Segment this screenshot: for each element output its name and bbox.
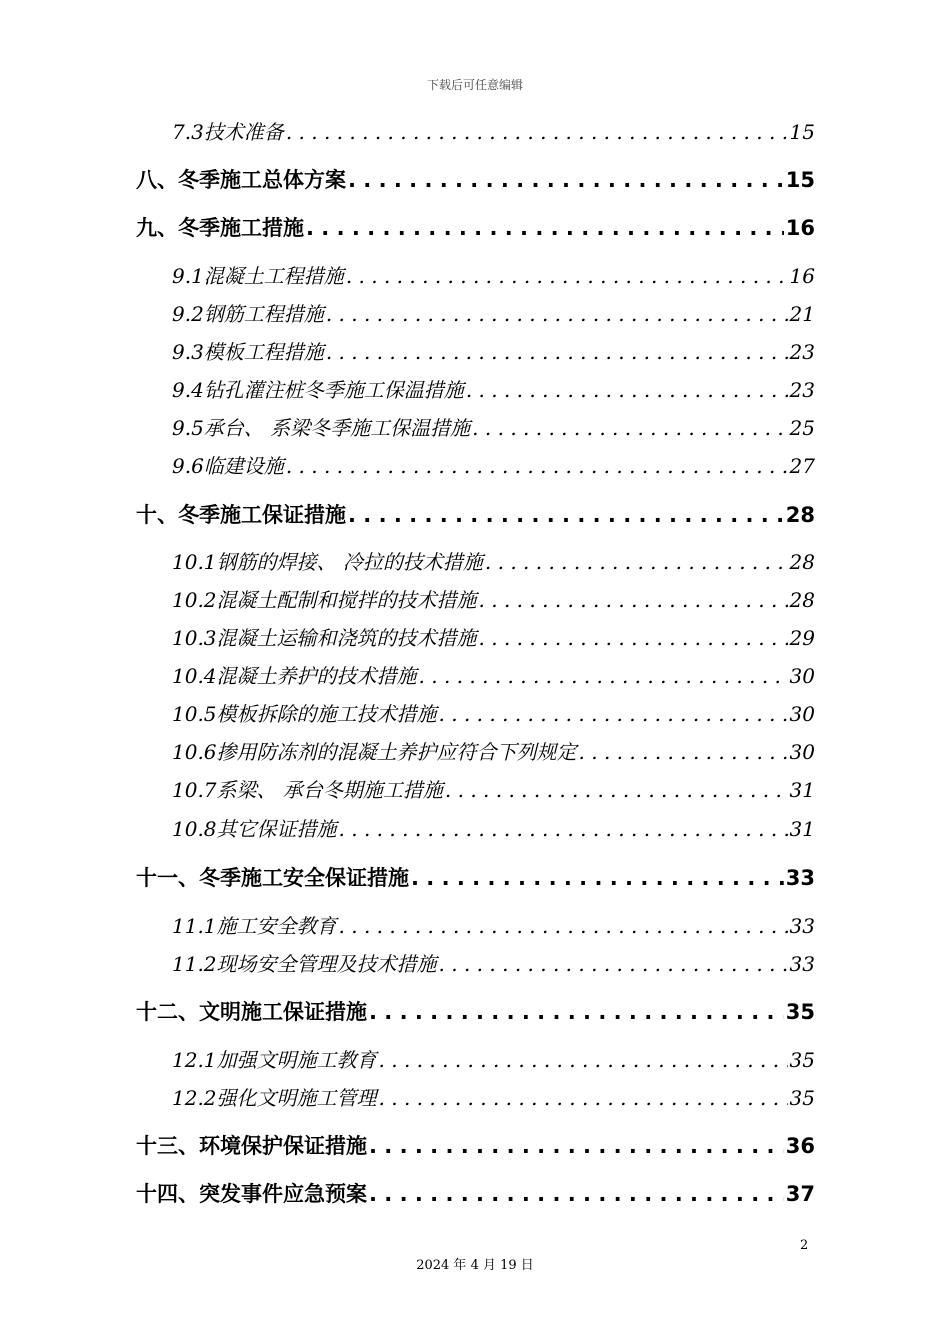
toc-leader-dots: [445, 778, 788, 802]
toc-entry-page: 31: [789, 817, 815, 841]
toc-entry-label: 9.2钢筋工程措施: [172, 302, 324, 326]
toc-entry-label: 突发事件应急预案: [199, 1182, 367, 1206]
toc-entry-label: 冬季施工措施: [178, 216, 304, 240]
toc-entry-number: 十、: [136, 503, 178, 527]
toc-entry-page: 15: [785, 168, 815, 192]
toc-entry-number: 十三、: [136, 1134, 199, 1158]
toc-entry-label: 10.5模板拆除的施工技术措施: [172, 702, 437, 726]
toc-leader-dots: [379, 1086, 788, 1110]
toc-entry[interactable]: [172, 660, 815, 689]
toc-entry-number: 九、: [136, 216, 178, 240]
toc-entry-label: 冬季施工总体方案: [178, 168, 346, 192]
toc-entry-page: 23: [789, 340, 815, 364]
toc-leader-dots: [479, 626, 788, 650]
toc-entry-number: 十四、: [136, 1182, 199, 1206]
toc-entry[interactable]: [172, 1082, 815, 1111]
toc-entry-label: 10.6掺用防冻剂的混凝土养护应符合下列规定: [172, 740, 577, 764]
toc-entry-label: 12.1加强文明施工教育: [172, 1048, 377, 1072]
toc-entry-label: 10.2混凝土配制和搅拌的技术措施: [172, 588, 477, 612]
toc-entry-page: 35: [789, 1048, 815, 1072]
toc-entry-page: 30: [789, 664, 815, 688]
toc-entry[interactable]: [172, 260, 815, 289]
toc-entry-page: 27: [789, 454, 815, 478]
toc-entry-label: 10.7系梁、 承台冬期施工措施: [172, 778, 443, 802]
toc-leader-dots: [579, 740, 788, 764]
toc-entry[interactable]: [172, 412, 815, 441]
toc-entry[interactable]: [172, 546, 815, 575]
toc-entry-label: 文明施工保证措施: [199, 1000, 367, 1024]
toc-entry-page: 21: [789, 302, 815, 326]
toc-entry[interactable]: [136, 499, 815, 529]
toc-entry-page: 30: [789, 702, 815, 726]
toc-entry-label: 9.1混凝土工程措施: [172, 264, 344, 288]
toc-entry[interactable]: [136, 1178, 815, 1208]
toc-leader-dots: [419, 664, 788, 688]
toc-leader-dots: [348, 168, 784, 192]
toc-entry-label: 10.4混凝土养护的技术措施: [172, 664, 417, 688]
footer-date: 2024 年 4 月 19 日: [416, 1258, 534, 1273]
toc-entry-page: 16: [785, 216, 815, 240]
toc-entry-label: 10.8其它保证措施: [172, 817, 337, 841]
toc-leader-dots: [286, 120, 788, 144]
toc-leader-dots: [479, 588, 788, 612]
toc-entry[interactable]: [172, 736, 815, 765]
toc-entry[interactable]: [136, 1130, 815, 1160]
toc-entry[interactable]: [172, 948, 815, 977]
toc-entry-page: 28: [789, 550, 815, 574]
header-note: 下载后可任意编辑: [426, 78, 523, 92]
toc-leader-dots: [472, 416, 787, 440]
toc-leader-dots: [346, 264, 788, 288]
toc-entry[interactable]: [172, 813, 815, 842]
toc-leader-dots: [306, 216, 784, 240]
toc-entry-label: 11.1施工安全教育: [172, 914, 337, 938]
toc-entry-page: 28: [785, 503, 815, 527]
toc-entry-number: 十二、: [136, 1000, 199, 1024]
toc-entry-label: 11.2现场安全管理及技术措施: [172, 952, 437, 976]
page-number: 2: [800, 1238, 809, 1253]
toc-entry[interactable]: [172, 336, 815, 365]
toc-entry[interactable]: [136, 212, 815, 242]
toc-entry[interactable]: [172, 622, 815, 651]
toc-entry-label: 9.3模板工程措施: [172, 340, 324, 364]
toc-entry-label: 环境保护保证措施: [199, 1134, 367, 1158]
toc-entry-number: 十一、: [136, 866, 199, 890]
toc-entry-number: 八、: [136, 168, 178, 192]
toc-leader-dots: [369, 1000, 784, 1024]
toc-entry-page: 25: [789, 416, 815, 440]
toc-entry-page: 30: [789, 740, 815, 764]
toc-entry-label: 12.2强化文明施工管理: [172, 1086, 377, 1110]
toc-entry[interactable]: [172, 1044, 815, 1073]
toc-entry-page: 36: [785, 1134, 815, 1158]
toc-entry-page: 35: [785, 1000, 815, 1024]
toc-entry[interactable]: [172, 910, 815, 939]
toc-leader-dots: [485, 550, 788, 574]
toc-entry[interactable]: [172, 374, 815, 403]
toc-entry-label: 10.1钢筋的焊接、 冷拉的技术措施: [172, 550, 483, 574]
toc-entry[interactable]: [172, 116, 815, 145]
toc-entry-label: 7.3技术准备: [172, 120, 284, 144]
toc-leader-dots: [326, 340, 788, 364]
toc-entry-page: 33: [789, 914, 815, 938]
toc-leader-dots: [286, 454, 788, 478]
toc-entry-label: 9.5承台、 系梁冬季施工保温措施: [172, 416, 471, 440]
toc-entry[interactable]: [172, 450, 815, 479]
toc-entry-label: 冬季施工保证措施: [178, 503, 346, 527]
toc-entry-label: 冬季施工安全保证措施: [199, 866, 409, 890]
toc-entry[interactable]: [172, 698, 815, 727]
toc-leader-dots: [439, 702, 788, 726]
toc-leader-dots: [348, 503, 784, 527]
toc-entry[interactable]: [172, 298, 815, 327]
toc-entry-page: 31: [789, 778, 815, 802]
toc-leader-dots: [379, 1048, 788, 1072]
toc-entry[interactable]: [136, 996, 815, 1026]
toc-leader-dots: [339, 914, 788, 938]
toc-entry-page: 33: [789, 952, 815, 976]
toc-entry-page: 33: [785, 866, 815, 890]
toc-entry-page: 15: [789, 120, 815, 144]
toc-leader-dots: [439, 952, 788, 976]
toc-leader-dots: [339, 817, 788, 841]
toc-entry-label: 9.4钻孔灌注桩冬季施工保温措施: [172, 378, 464, 402]
toc-entry[interactable]: [136, 862, 815, 892]
toc-leader-dots: [326, 302, 788, 326]
toc-entry-page: 35: [789, 1086, 815, 1110]
toc-leader-dots: [466, 378, 788, 402]
toc-entry-label: 9.6临建设施: [172, 454, 284, 478]
toc-entry-page: 37: [785, 1182, 815, 1206]
toc-entry[interactable]: [172, 774, 815, 803]
toc-entry-label: 10.3混凝土运输和浇筑的技术措施: [172, 626, 477, 650]
toc-leader-dots: [369, 1182, 784, 1206]
toc-entry-page: 16: [789, 264, 815, 288]
toc-leader-dots: [411, 866, 784, 890]
toc-entry-page: 28: [789, 588, 815, 612]
toc-entry[interactable]: [136, 164, 815, 194]
toc-entry-page: 29: [789, 626, 815, 650]
toc-entry[interactable]: [172, 584, 815, 613]
toc-entry-page: 23: [789, 378, 815, 402]
toc-leader-dots: [369, 1134, 784, 1158]
